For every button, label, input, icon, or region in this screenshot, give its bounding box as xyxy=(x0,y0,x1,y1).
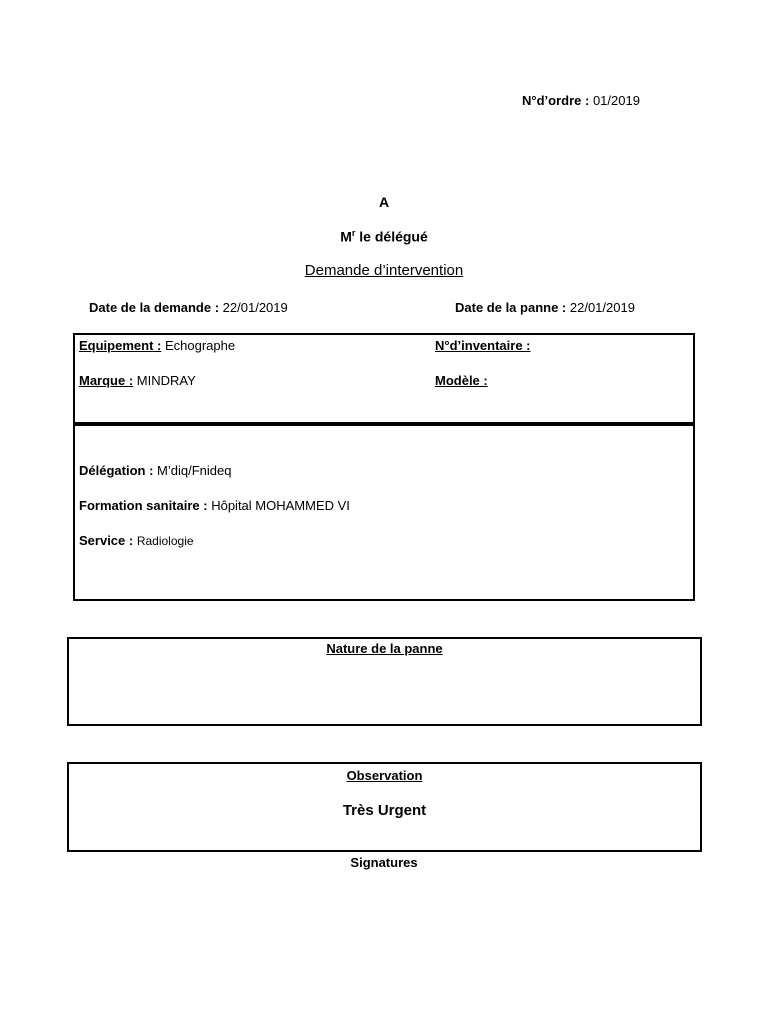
date-panne-label: Date de la panne : xyxy=(455,300,567,315)
formation-row xyxy=(79,498,350,513)
date-demande-label: Date de la demande : xyxy=(89,300,220,315)
location-box xyxy=(73,422,695,601)
observation-box xyxy=(67,762,702,852)
equipment-box xyxy=(73,333,695,424)
delegation-value: M’diq/Fnideq xyxy=(157,463,232,478)
nature-title: Nature de la panne xyxy=(326,641,443,656)
page-title xyxy=(0,262,768,279)
nature-box xyxy=(67,637,702,726)
formation-value: Hôpital MOHAMMED VI xyxy=(211,498,350,513)
inventaire-label: N°d’inventaire : xyxy=(435,338,531,353)
date-panne xyxy=(455,300,635,315)
modele-label: Modèle : xyxy=(435,373,488,388)
order-number xyxy=(522,93,640,108)
observation-title-wrap xyxy=(69,768,700,783)
nature-title-wrap xyxy=(69,641,700,656)
date-demande-value: 22/01/2019 xyxy=(222,300,288,315)
addressee-delegue-text: le délégué xyxy=(359,228,428,245)
delegation-label: Délégation : xyxy=(79,463,154,478)
equipement-row xyxy=(79,338,235,353)
order-number-value: 01/2019 xyxy=(592,93,640,108)
observation-title: Observation xyxy=(346,768,423,783)
service-value: Radiologie xyxy=(136,534,194,548)
marque-label: Marque : xyxy=(79,373,134,388)
addressee-m: M xyxy=(340,228,352,245)
addressee-a: A xyxy=(378,194,390,210)
page-title-text: Demande d’intervention xyxy=(304,262,464,279)
delegation-row xyxy=(79,463,231,478)
inventaire-row xyxy=(435,338,531,353)
observation-content: Très Urgent xyxy=(342,802,427,819)
service-row xyxy=(79,533,194,548)
equipement-label: Equipement : xyxy=(79,338,162,353)
date-panne-value: 22/01/2019 xyxy=(569,300,635,315)
marque-row xyxy=(79,373,196,388)
order-number-label: N°d’ordre : xyxy=(522,93,590,108)
modele-row xyxy=(435,373,488,388)
marque-value: MINDRAY xyxy=(136,373,196,388)
date-demande xyxy=(89,300,288,315)
addressee-m-sup: r xyxy=(351,228,356,238)
equipement-value: Echographe xyxy=(164,338,236,353)
addressee-delegue xyxy=(0,228,768,245)
signatures-label: Signatures xyxy=(350,855,418,870)
service-label: Service : xyxy=(79,533,134,548)
formation-label: Formation sanitaire : xyxy=(79,498,208,513)
